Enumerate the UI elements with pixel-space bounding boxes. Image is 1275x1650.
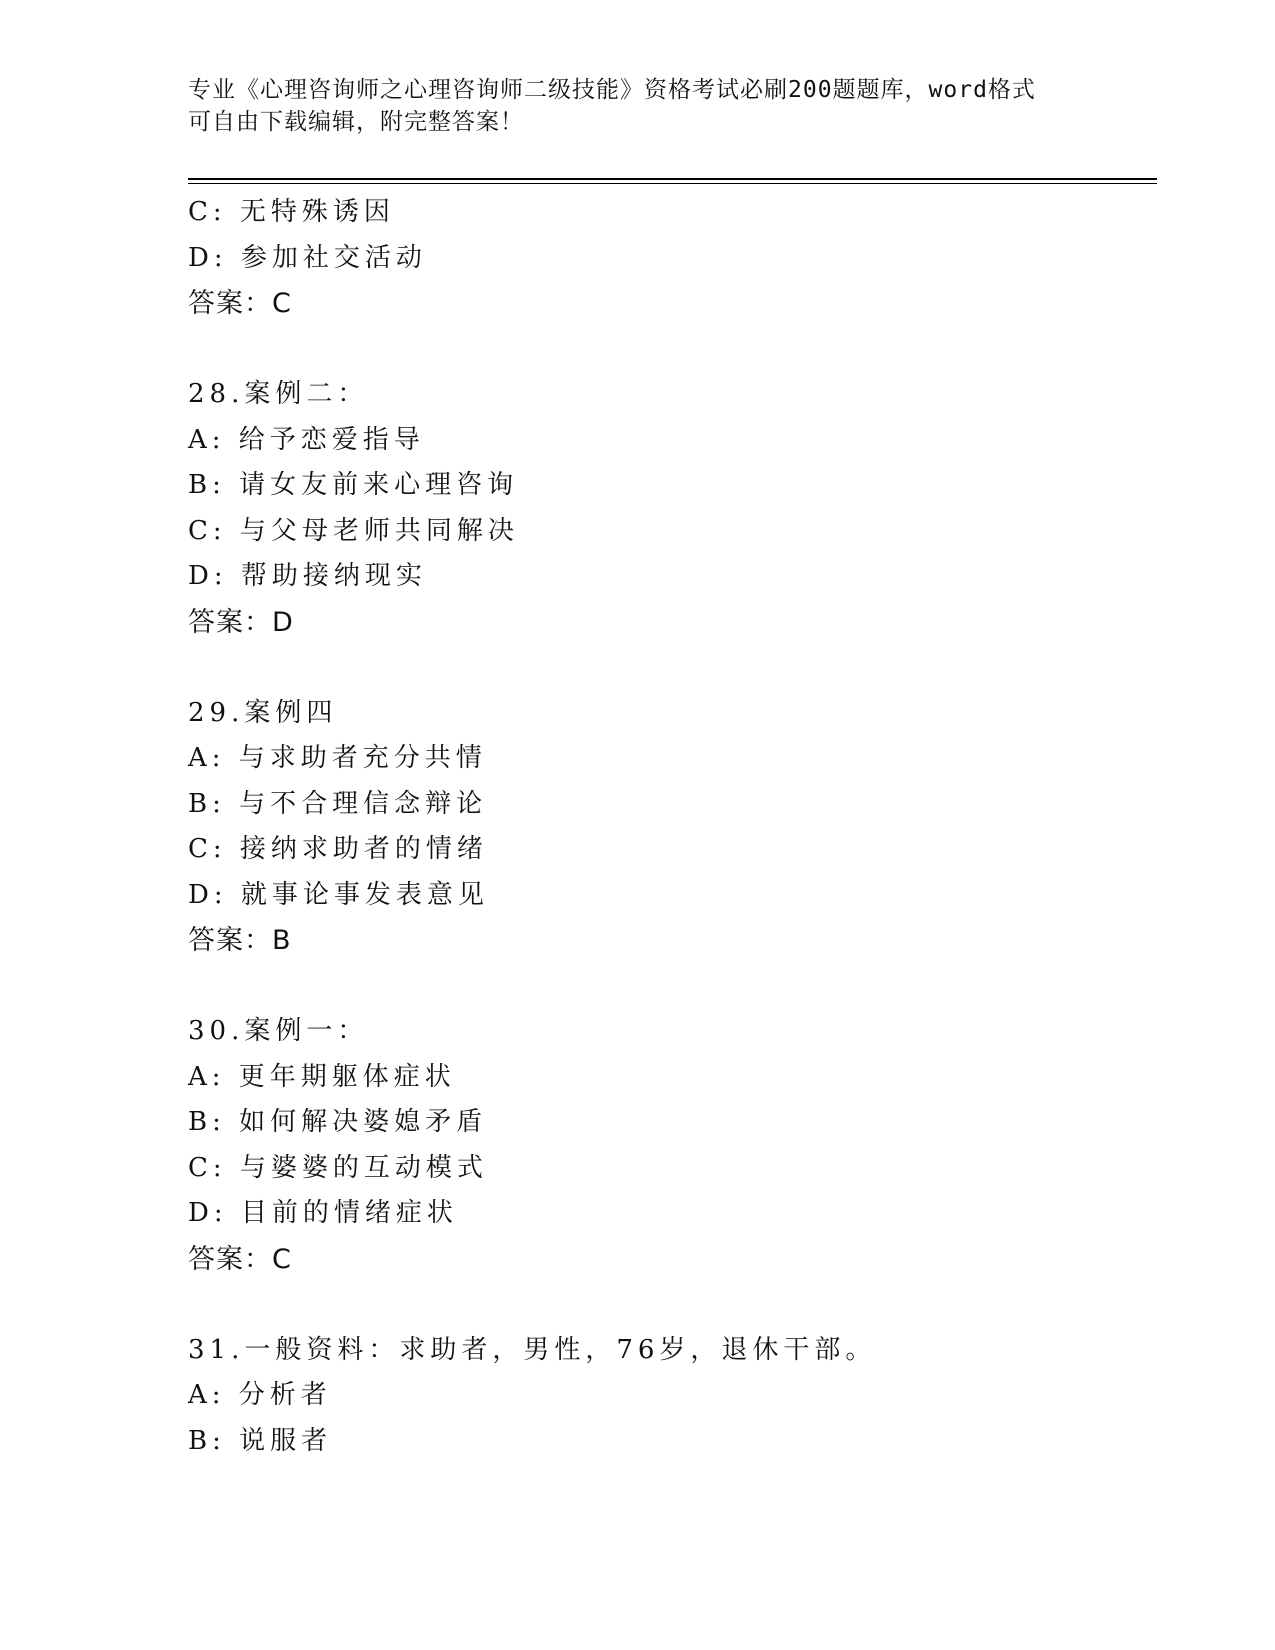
document-header [188,74,1068,138]
spacer [188,1282,1148,1328]
option-a: A: 分析者 [188,1380,332,1410]
spacer [188,645,1148,691]
option-d: D: 就事论事发表意见 [188,879,489,910]
option-c: C: 与父母老师共同解决 [188,515,519,546]
spacer [188,327,1148,373]
option-b: B: 说服者 [188,1425,333,1456]
option-b: B: 请女友前来心理咨询 [188,470,519,500]
option-a: A: 更年期躯体症状 [188,1061,456,1092]
option-b: B: 与不合理信念辩论 [188,788,488,819]
header-line-2: 可自由下载编辑，附完整答案！ [188,109,524,135]
header-line-1: 专业《心理咨询师之心理咨询师二级技能》资格考试必刷200题题库，word格式 [188,77,1036,103]
question-title: 31.一般资料：求助者，男性，76岁，退休干部。 [188,1334,877,1365]
question-title: 28.案例二： [188,379,369,409]
answer-line: 答案：B [188,925,292,956]
option-d: D: 参加社交活动 [188,242,427,273]
question-list [188,190,1148,1464]
answer-line: 答案：D [188,606,294,638]
option-b: B: 如何解决婆媳矛盾 [188,1107,488,1137]
question-title: 30.案例一： [188,1016,369,1046]
option-a: A: 给予恋爱指导 [188,424,425,455]
question-title: 29.案例四 [188,697,338,728]
header-rule-thick [188,178,1157,180]
option-a: A: 与求助者充分共情 [188,743,487,773]
option-c: C: 接纳求助者的情绪 [188,834,488,864]
option-c: C: 与婆婆的互动模式 [188,1152,488,1183]
option-c: C: 无特殊诱因 [188,197,395,227]
answer-line: 答案：C [188,1243,292,1275]
answer-line: 答案：C [188,288,292,319]
option-d: D: 帮助接纳现实 [188,561,427,591]
spacer [188,964,1148,1010]
option-d: D: 目前的情绪症状 [188,1198,458,1228]
header-rule-thin [188,183,1157,184]
